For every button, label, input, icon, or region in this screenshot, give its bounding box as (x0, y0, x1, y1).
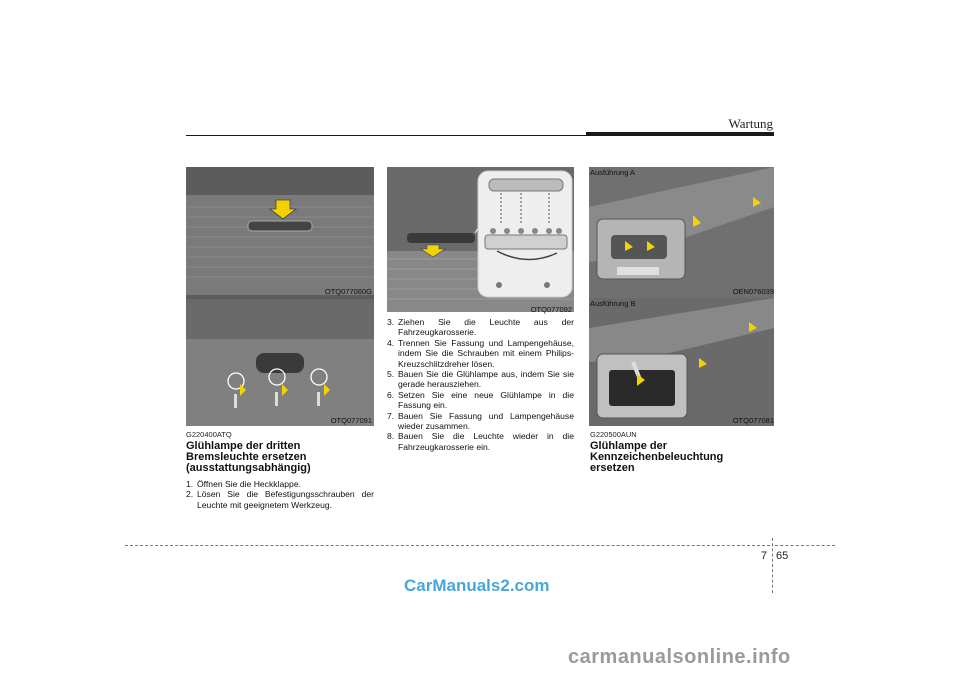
footer-divider (772, 538, 773, 593)
list-item: 5. Bauen Sie die Glühlampe aus, indem Sie sie gerade herausziehen. (387, 369, 574, 390)
tailgate-illustration (186, 167, 374, 426)
figure-lamp-assembly (387, 167, 574, 312)
header-rule-accent (586, 132, 774, 136)
watermark-carmanuals2[interactable]: CarManuals2.com (404, 576, 550, 595)
heading-brake-light: Glühlampe der dritten Bremsleuchte ersetzen (ausstattungsabhängig) (186, 440, 311, 474)
watermark-carmanualsonline: carmanualsonline.info (568, 646, 791, 668)
chapter-number: 7 (760, 550, 767, 562)
license-lamp-a-illustration (589, 167, 774, 298)
lamp-assembly-illustration (387, 167, 574, 312)
steps-list-2 (387, 317, 574, 452)
figure-code-a: OEN076039 (732, 287, 774, 296)
list-item: 7. Bauen Sie Fassung und Lampengehäuse wieder zusammen. (387, 410, 574, 432)
license-lamp-b-illustration (589, 298, 774, 426)
figure-code-b: OTQ077081 (732, 416, 774, 425)
figure-tailgate (186, 167, 374, 426)
list-item: 1. Öffnen Sie die Heckklappe. (186, 479, 301, 489)
heading-license-lamp: Glühlampe der Kennzeichenbeleuchtung ersetzen (590, 440, 724, 474)
footer-rule-right (775, 545, 835, 546)
figure-code-top: OTQ077060G (324, 287, 372, 296)
figure-code-bottom: OTQ077091 (330, 416, 372, 425)
footer-rule (125, 545, 770, 546)
figure-code-lamp: OTQ077092 (530, 305, 572, 314)
header-rule (186, 135, 586, 136)
list-item: 2. Lösen Sie die Befestigungsschrauben der Leuchte mit geeignetem Werkzeug. (186, 489, 374, 510)
list-item: 6. Setzen Sie eine neue Glühlampe in die Fassung ein. (387, 389, 574, 411)
page-number: 65 (776, 550, 789, 562)
section-code-brake-light: G220400ATQ (186, 430, 232, 439)
section-code-license-lamp: G220500AUN (590, 430, 637, 439)
figure-license-lamp-b (589, 298, 774, 426)
list-item: 8. Bauen Sie die Leuchte wieder in die Fahrzeugkarosserie ein. (387, 431, 574, 452)
list-item: 3. Ziehen Sie die Leuchte aus der Fahrzeugkarosserie. (387, 317, 574, 338)
figure-license-lamp-a (589, 167, 774, 298)
section-title: Wartung (728, 116, 773, 131)
variant-b-label: Ausführung B (590, 299, 636, 308)
steps-list-1 (186, 479, 374, 510)
list-item: 4. Trennen Sie Fassung und Lampengehäuse, indem Sie die Schrauben mit einem Philips-Kreuzschlitzdreher lösen. (387, 337, 574, 369)
variant-a-label: Ausführung A (590, 168, 636, 177)
